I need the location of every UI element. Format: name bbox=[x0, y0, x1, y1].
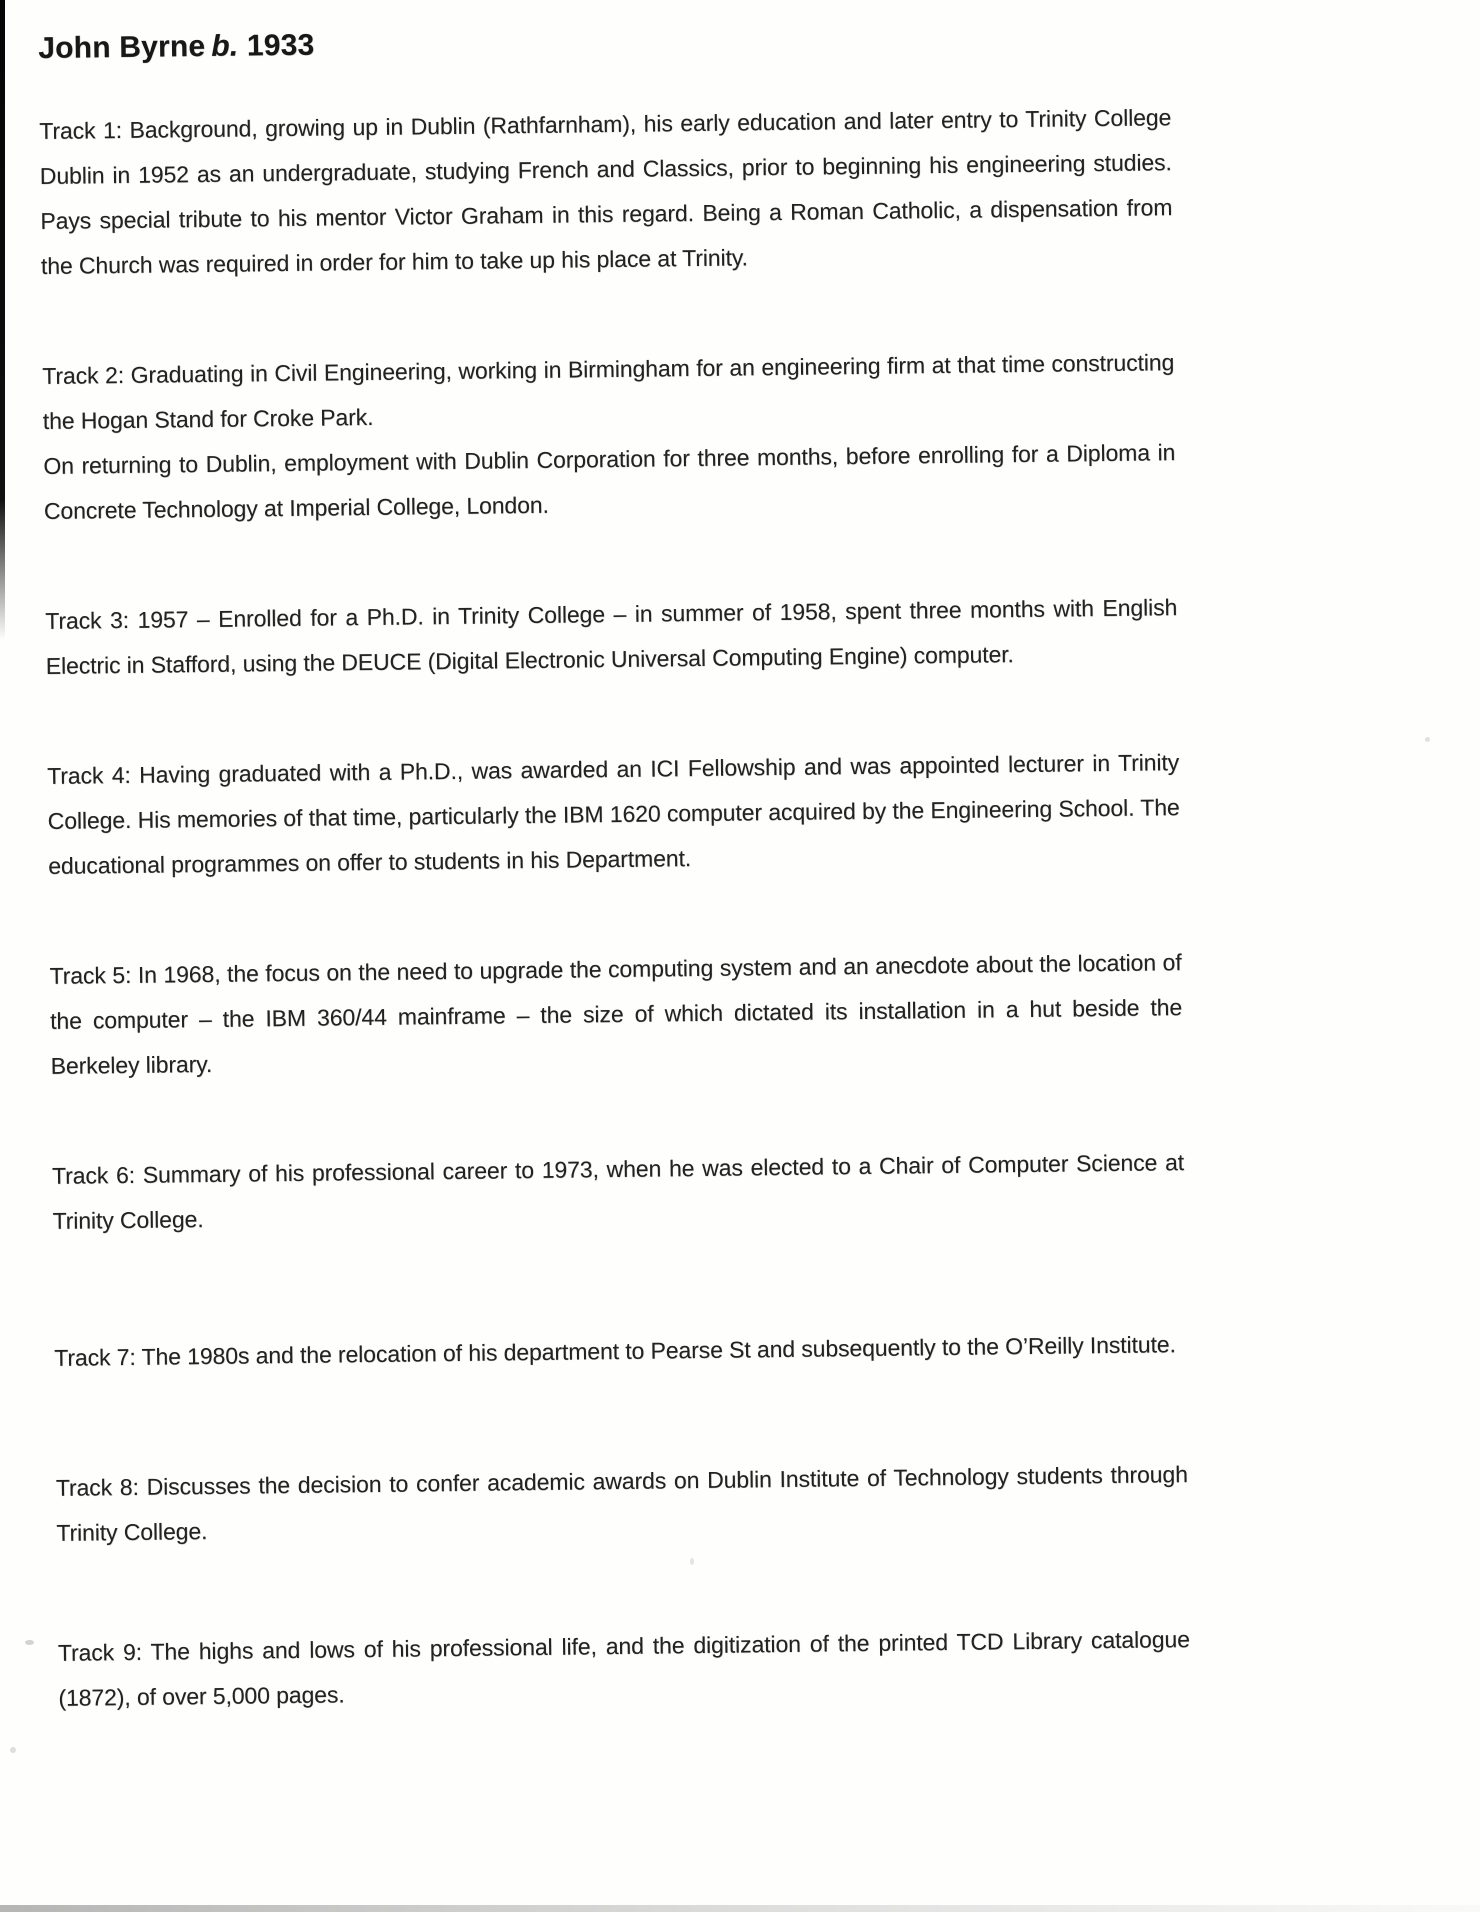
track-2-paragraph bbox=[42, 340, 1176, 534]
track-1-paragraph bbox=[39, 95, 1173, 289]
track-8-paragraph bbox=[56, 1452, 1189, 1556]
track-2-label: Track 2: bbox=[42, 361, 125, 389]
track-2-segment-1 bbox=[42, 340, 1175, 444]
track-1-label: Track 1: bbox=[39, 116, 123, 144]
track-9-label: Track 9: bbox=[57, 1638, 143, 1666]
track-9-text: The highs and lows of his professional life, and the digitization of the printed TCD Library catalogue (1872), of over 5,000 pages. bbox=[58, 1626, 1190, 1711]
track-5-label: Track 5: bbox=[49, 961, 132, 989]
track-7-segment bbox=[54, 1322, 1186, 1381]
title-born-abbreviation: b. bbox=[211, 29, 239, 63]
track-4-text: Having graduated with a Ph.D., was awarded an ICI Fellowship and was appointed lecturer in Trinity College. His memories of that time, particularly the IBM 1620 computer acquired by the Engineering School. The educational programmes on offer to students in his Department. bbox=[47, 749, 1180, 879]
scan-edge-artifact-bottom bbox=[0, 1905, 1480, 1912]
track-8-text: Discusses the decision to confer academic awards on Dublin Institute of Technology students through Trinity College. bbox=[56, 1461, 1188, 1546]
track-1-text: Background, growing up in Dublin (Rathfarnham), his early education and later entry to Trinity College Dublin in 1952 as an undergraduate, studying French and Classics, prior to beginning his engineering studies. Pays special tribute to his mentor Victor Graham in this regard. Being a Roman Catholic, a dispensation from the Church was required in order for him to take up his place at Trinity. bbox=[39, 104, 1173, 279]
track-1-segment bbox=[39, 95, 1173, 289]
document-content bbox=[38, 12, 1191, 1721]
track-5-paragraph bbox=[49, 940, 1183, 1089]
title-birth-year: 1933 bbox=[246, 28, 315, 63]
track-5-segment bbox=[49, 940, 1183, 1089]
track-4-paragraph bbox=[47, 740, 1181, 889]
track-3-label: Track 3: bbox=[45, 606, 130, 634]
track-9-segment bbox=[58, 1617, 1191, 1721]
scan-speck-artifact bbox=[25, 1640, 34, 1645]
track-9-paragraph bbox=[58, 1617, 1191, 1721]
track-5-text: In 1968, the focus on the need to upgrade the computing system and an anecdote about the location of the computer – the IBM 360/44 mainframe – the size of which dictated its installation in a hut beside the Berkeley library. bbox=[49, 949, 1183, 1079]
scan-speck-artifact bbox=[690, 1558, 694, 1565]
scan-edge-artifact-left bbox=[0, 0, 5, 640]
track-6-segment bbox=[52, 1140, 1185, 1244]
track-7-label: Track 7: bbox=[54, 1343, 136, 1371]
track-8-label: Track 8: bbox=[55, 1473, 139, 1501]
track-2-segment-2: On returning to Dublin, employment with Dublin Corporation for three months, before enrolling for a Diploma in Concrete Technology at Imperial College, London. bbox=[43, 439, 1176, 524]
track-7-text: The 1980s and the relocation of his department to Pearse St and subsequently to the O’Reilly Institute. bbox=[141, 1331, 1176, 1370]
track-2-text: Graduating in Civil Engineering, working in Birmingham for an engineering firm at that time constructing the Hogan Stand for Croke Park. bbox=[42, 349, 1175, 434]
title-person-name: John Byrne bbox=[38, 29, 206, 65]
track-3-paragraph bbox=[45, 585, 1178, 689]
track-6-text: Summary of his professional career to 1973, when he was elected to a Chair of Computer Science at Trinity College. bbox=[52, 1149, 1185, 1234]
track-4-segment bbox=[47, 740, 1181, 889]
track-3-text: 1957 – Enrolled for a Ph.D. in Trinity College – in summer of 1958, spent three months with English Electric in Stafford, using the DEUCE (Digital Electronic Universal Computing Engine) computer. bbox=[45, 594, 1178, 679]
track-7-paragraph bbox=[54, 1322, 1186, 1381]
document-title bbox=[38, 12, 1170, 71]
track-8-segment bbox=[56, 1452, 1189, 1556]
track-6-label: Track 6: bbox=[51, 1161, 136, 1189]
track-3-segment bbox=[45, 585, 1178, 689]
scan-speck-artifact bbox=[10, 1747, 16, 1753]
scan-speck-artifact bbox=[1425, 737, 1430, 742]
track-4-label: Track 4: bbox=[47, 761, 131, 789]
track-6-paragraph bbox=[52, 1140, 1185, 1244]
